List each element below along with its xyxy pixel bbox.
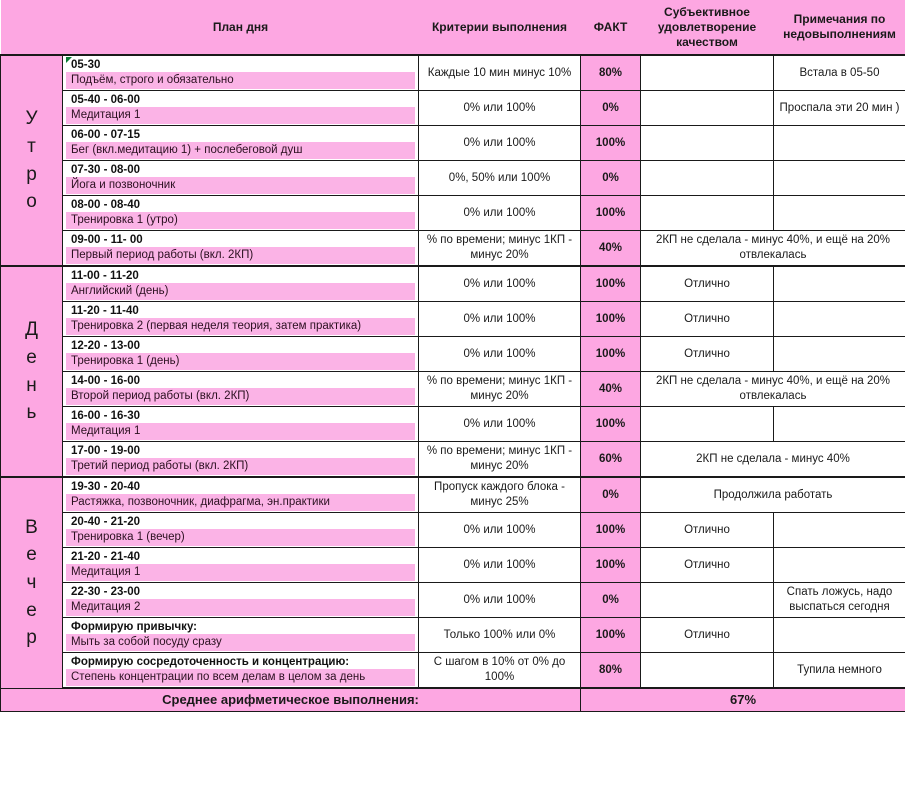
notes-cell[interactable] [774, 196, 905, 231]
table-row [1, 372, 905, 407]
fact-cell[interactable]: 0% [581, 91, 641, 126]
plan-time: 16-00 - 16-30 [66, 408, 415, 423]
table-row [1, 266, 905, 302]
plan-activity: Подъём, строго и обязательно [66, 72, 415, 89]
section-label-утро [1, 55, 63, 266]
notes-cell[interactable] [774, 407, 905, 442]
table-row [1, 231, 905, 267]
table-row [1, 442, 905, 478]
subjective-cell[interactable] [641, 126, 774, 161]
fact-cell[interactable]: 100% [581, 618, 641, 653]
table-row [1, 302, 905, 337]
criteria-cell[interactable]: Только 100% или 0% [419, 618, 581, 653]
plan-activity: Английский (день) [66, 283, 415, 300]
plan-cell[interactable] [63, 513, 419, 548]
notes-cell[interactable] [774, 513, 905, 548]
section-vertical-letters [4, 316, 59, 426]
notes-cell[interactable] [774, 302, 905, 337]
plan-time: 05-40 - 06-00 [66, 92, 415, 107]
plan-time: 21-20 - 21-40 [66, 549, 415, 564]
section-letter: Д [25, 319, 38, 341]
merged-note-cell[interactable]: 2КП не сделала - минус 40% [641, 442, 905, 478]
plan-activity: Медитация 1 [66, 564, 415, 581]
plan-time: 20-40 - 21-20 [66, 514, 415, 529]
column-header-fact: ФАКТ [581, 0, 641, 55]
fact-cell[interactable]: 0% [581, 161, 641, 196]
plan-activity: Тренировка 1 (день) [66, 353, 415, 370]
subjective-cell[interactable]: Отлично [641, 618, 774, 653]
table-row [1, 548, 905, 583]
criteria-cell[interactable]: Пропуск каждого блока - минус 25% [419, 477, 581, 513]
plan-activity: Медитация 1 [66, 423, 415, 440]
section-letter: е [26, 346, 37, 368]
fact-cell[interactable]: 100% [581, 548, 641, 583]
plan-time: 06-00 - 07-15 [66, 127, 415, 142]
fact-cell[interactable]: 0% [581, 477, 641, 513]
subjective-cell[interactable]: Отлично [641, 337, 774, 372]
plan-activity: Бег (вкл.медитацию 1) + послебеговой душ [66, 142, 415, 159]
plan-activity: Медитация 1 [66, 107, 415, 124]
notes-cell[interactable]: Спать ложусь, надо выспаться сегодня [774, 583, 905, 618]
plan-time: 07-30 - 08-00 [66, 162, 415, 177]
notes-cell[interactable]: Встала в 05-50 [774, 55, 905, 91]
plan-activity: Мыть за собой посуду сразу [66, 634, 415, 651]
plan-cell[interactable] [63, 477, 419, 513]
table-row [1, 196, 905, 231]
summary-label: Среднее арифметическое выполнения: [1, 688, 581, 711]
plan-activity: Тренировка 2 (первая неделя теория, затем практика) [66, 318, 415, 335]
plan-cell[interactable] [63, 196, 419, 231]
fact-cell[interactable]: 100% [581, 302, 641, 337]
notes-cell[interactable]: Тупила немного [774, 653, 905, 689]
subjective-cell[interactable] [641, 161, 774, 196]
criteria-cell[interactable]: 0% или 100% [419, 548, 581, 583]
table-row [1, 337, 905, 372]
table-row [1, 653, 905, 689]
merged-note-cell[interactable]: Продолжила работать [641, 477, 905, 513]
criteria-cell[interactable]: 0% или 100% [419, 266, 581, 302]
plan-time: 19-30 - 20-40 [66, 479, 415, 494]
subjective-cell[interactable]: Отлично [641, 513, 774, 548]
plan-time: Формирую сосредоточенность и концентрацию: [66, 654, 415, 669]
fact-cell[interactable]: 100% [581, 513, 641, 548]
table-row [1, 583, 905, 618]
table-row [1, 513, 905, 548]
criteria-cell[interactable]: 0% или 100% [419, 407, 581, 442]
column-header-plan: План дня [63, 0, 419, 55]
section-letter: ч [26, 571, 37, 593]
notes-cell[interactable] [774, 337, 905, 372]
plan-cell[interactable] [63, 337, 419, 372]
plan-cell[interactable] [63, 653, 419, 689]
section-letter: р [26, 163, 37, 185]
fact-cell[interactable]: 80% [581, 55, 641, 91]
criteria-cell[interactable]: 0% или 100% [419, 513, 581, 548]
merged-note-cell[interactable]: 2КП не сделала - минус 40%, и ещё на 20% отвлекалась [641, 231, 905, 267]
plan-cell[interactable] [63, 126, 419, 161]
plan-cell[interactable] [63, 548, 419, 583]
section-letter: ь [26, 402, 37, 424]
plan-cell[interactable] [63, 161, 419, 196]
subjective-cell[interactable]: Отлично [641, 302, 774, 337]
plan-cell[interactable] [63, 372, 419, 407]
table-row [1, 161, 905, 196]
criteria-cell[interactable]: % по времени; минус 1КП - минус 20% [419, 372, 581, 407]
criteria-cell[interactable]: % по времени; минус 1КП - минус 20% [419, 231, 581, 267]
notes-cell[interactable] [774, 161, 905, 196]
plan-activity: Медитация 2 [66, 599, 415, 616]
plan-activity: Йога и позвоночник [66, 177, 415, 194]
plan-activity: Второй период работы (вкл. 2КП) [66, 388, 415, 405]
plan-activity: Третий период работы (вкл. 2КП) [66, 458, 415, 475]
plan-time: 11-00 - 11-20 [66, 268, 415, 283]
plan-time: 14-00 - 16-00 [66, 373, 415, 388]
summary-row [1, 688, 905, 711]
plan-cell[interactable] [63, 442, 419, 478]
criteria-cell[interactable]: 0% или 100% [419, 196, 581, 231]
section-letter: е [26, 544, 37, 566]
fact-cell[interactable]: 100% [581, 407, 641, 442]
plan-activity: Первый период работы (вкл. 2КП) [66, 247, 415, 264]
merged-note-cell[interactable]: 2КП не сделала - минус 40%, и ещё на 20% отвлекалась [641, 372, 905, 407]
fact-cell[interactable]: 40% [581, 372, 641, 407]
plan-time: 05-30 [66, 57, 415, 72]
plan-activity: Растяжка, позвоночник, диафрагма, эн.практики [66, 494, 415, 511]
column-header-criteria: Критерии выполнения [419, 0, 581, 55]
plan-cell[interactable] [63, 231, 419, 267]
fact-cell[interactable]: 0% [581, 583, 641, 618]
table-row [1, 126, 905, 161]
table-row [1, 55, 905, 91]
plan-time: 11-20 - 11-40 [66, 303, 415, 318]
fact-cell[interactable]: 60% [581, 442, 641, 478]
comment-indicator-icon[interactable] [66, 57, 72, 63]
subjective-cell[interactable] [641, 407, 774, 442]
column-header-subjective: Субъективное удовлетворение качеством [641, 0, 774, 55]
subjective-cell[interactable] [641, 55, 774, 91]
fact-cell[interactable]: 80% [581, 653, 641, 689]
section-label-день [1, 266, 63, 477]
column-header-notes: Примечания по недовыполнениям [774, 0, 905, 55]
section-letter: В [25, 516, 38, 538]
section-label-вечер [1, 477, 63, 688]
fact-cell[interactable]: 40% [581, 231, 641, 267]
subjective-cell[interactable]: Отлично [641, 266, 774, 302]
plan-cell[interactable] [63, 266, 419, 302]
subjective-cell[interactable] [641, 653, 774, 689]
plan-activity: Тренировка 1 (вечер) [66, 529, 415, 546]
notes-cell[interactable] [774, 618, 905, 653]
section-letter: р [26, 627, 37, 649]
section-letter: т [27, 135, 36, 157]
plan-activity: Степень концентрации по всем делам в целом за день [66, 669, 415, 686]
criteria-cell[interactable]: 0% или 100% [419, 126, 581, 161]
subjective-cell[interactable] [641, 91, 774, 126]
fact-cell[interactable]: 100% [581, 196, 641, 231]
notes-cell[interactable] [774, 126, 905, 161]
subjective-cell[interactable]: Отлично [641, 548, 774, 583]
plan-cell[interactable] [63, 302, 419, 337]
plan-time: 12-20 - 13-00 [66, 338, 415, 353]
plan-cell[interactable] [63, 91, 419, 126]
plan-time: Формирую привычку: [66, 619, 415, 634]
notes-cell[interactable] [774, 266, 905, 302]
criteria-cell[interactable]: 0% или 100% [419, 337, 581, 372]
column-header-section [1, 0, 63, 55]
criteria-cell[interactable]: 0%, 50% или 100% [419, 161, 581, 196]
criteria-cell[interactable]: С шагом в 10% от 0% до 100% [419, 653, 581, 689]
table-row [1, 407, 905, 442]
subjective-cell[interactable] [641, 196, 774, 231]
criteria-cell[interactable]: 0% или 100% [419, 583, 581, 618]
table-body [1, 0, 905, 711]
plan-activity: Тренировка 1 (утро) [66, 212, 415, 229]
plan-time: 09-00 - 11- 00 [66, 232, 415, 247]
plan-time: 17-00 - 19-00 [66, 443, 415, 458]
section-letter: о [26, 191, 37, 213]
plan-cell[interactable] [63, 55, 419, 91]
section-vertical-letters [4, 105, 59, 215]
table-header-row [1, 0, 905, 55]
plan-time: 22-30 - 23-00 [66, 584, 415, 599]
criteria-cell[interactable]: Каждые 10 мин минус 10% [419, 55, 581, 91]
plan-cell[interactable] [63, 618, 419, 653]
fact-cell[interactable]: 100% [581, 337, 641, 372]
criteria-cell[interactable]: % по времени; минус 1КП - минус 20% [419, 442, 581, 478]
table-row [1, 91, 905, 126]
section-vertical-letters [4, 514, 59, 652]
notes-cell[interactable]: Проспала эти 20 мин ) [774, 91, 905, 126]
summary-value: 67% [581, 688, 905, 711]
notes-cell[interactable] [774, 548, 905, 583]
subjective-cell[interactable] [641, 583, 774, 618]
fact-cell[interactable]: 100% [581, 266, 641, 302]
table-row [1, 477, 905, 513]
table-row [1, 618, 905, 653]
plan-cell[interactable] [63, 583, 419, 618]
section-letter: У [25, 108, 38, 130]
plan-cell[interactable] [63, 407, 419, 442]
section-letter: н [26, 374, 37, 396]
section-letter: е [26, 599, 37, 621]
criteria-cell[interactable]: 0% или 100% [419, 91, 581, 126]
plan-time: 08-00 - 08-40 [66, 197, 415, 212]
fact-cell[interactable]: 100% [581, 126, 641, 161]
criteria-cell[interactable]: 0% или 100% [419, 302, 581, 337]
